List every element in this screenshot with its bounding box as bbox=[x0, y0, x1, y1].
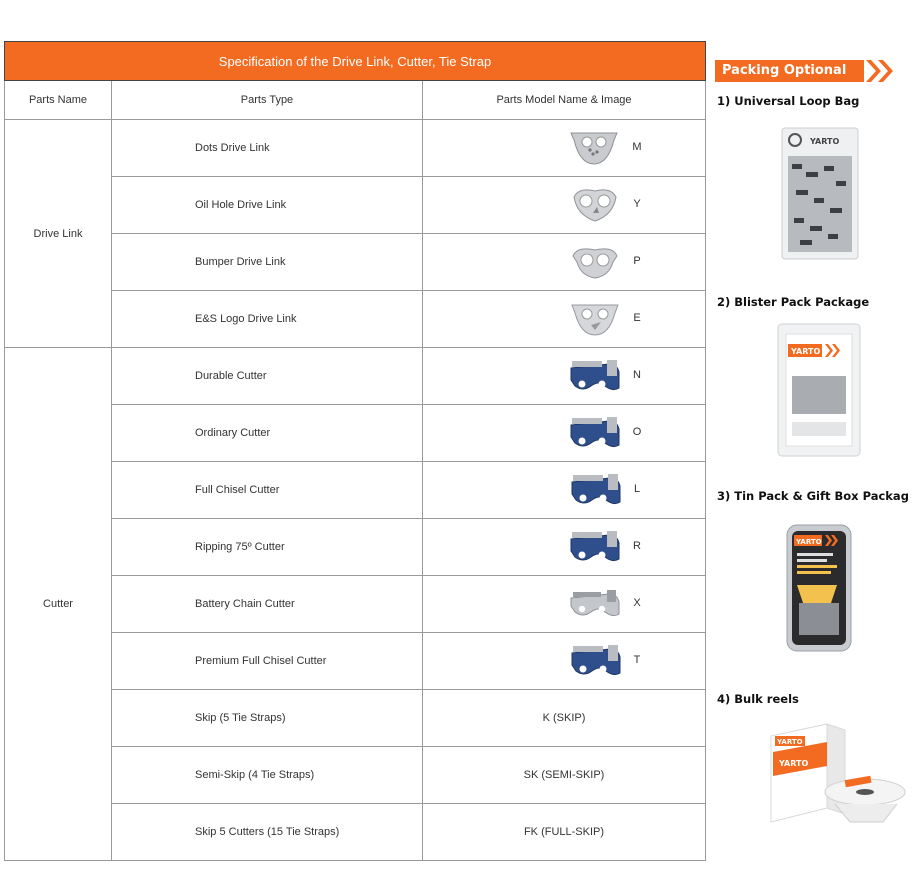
header-model: Parts Model Name & Image bbox=[423, 81, 706, 120]
model-code: FK (FULL-SKIP) bbox=[523, 826, 605, 838]
cutter-blue-image bbox=[570, 470, 622, 508]
pack-option-1-label: 1) Universal Loop Bag bbox=[717, 94, 860, 108]
parts-type-cell: Semi-Skip (4 Tie Straps) bbox=[112, 747, 423, 804]
parts-type-cell: E&S Logo Drive Link bbox=[112, 291, 423, 348]
model-code: X bbox=[633, 596, 641, 609]
model-code: N bbox=[633, 368, 641, 381]
packing-banner bbox=[715, 60, 900, 82]
drive-link-oil-hole-image bbox=[569, 185, 621, 223]
pack-option-4-label: 4) Bulk reels bbox=[717, 692, 799, 706]
pack-option-3-label: 3) Tin Pack & Gift Box Packag bbox=[717, 489, 909, 503]
model-cell bbox=[423, 462, 706, 519]
brand-mark: YARTO bbox=[777, 738, 803, 746]
model-cell bbox=[423, 120, 706, 177]
model-code: Y bbox=[633, 197, 641, 210]
table-row bbox=[5, 120, 706, 177]
model-code: M bbox=[632, 140, 642, 153]
parts-name-cell: Drive Link bbox=[5, 120, 112, 348]
parts-type-cell: Ripping 75º Cutter bbox=[112, 519, 423, 576]
loop-bag-image bbox=[780, 126, 860, 261]
parts-type-cell: Dots Drive Link bbox=[112, 120, 423, 177]
model-cell bbox=[423, 348, 706, 405]
cutter-blue-image bbox=[569, 413, 621, 451]
cutter-blue-image bbox=[569, 527, 621, 565]
header-parts-type: Parts Type bbox=[112, 81, 423, 120]
model-cell bbox=[423, 576, 706, 633]
header-parts-name: Parts Name bbox=[5, 81, 112, 120]
spec-table bbox=[4, 41, 706, 861]
model-cell bbox=[423, 747, 706, 804]
cutter-silver-image bbox=[569, 584, 621, 622]
brand-mark: YARTO bbox=[791, 347, 821, 356]
table-title: Specification of the Drive Link, Cutter, Tie Strap bbox=[5, 42, 706, 81]
model-cell bbox=[423, 519, 706, 576]
bulk-reel-image bbox=[765, 722, 910, 830]
model-code: T bbox=[633, 653, 641, 666]
parts-name-cell: Cutter bbox=[5, 348, 112, 861]
drive-link-dots-image bbox=[568, 128, 620, 166]
brand-mark: YARTO bbox=[796, 538, 822, 546]
parts-type-cell: Skip 5 Cutters (15 Tie Straps) bbox=[112, 804, 423, 861]
model-code: R bbox=[633, 539, 641, 552]
brand-mark: YARTO bbox=[779, 759, 809, 768]
model-code: L bbox=[633, 482, 641, 495]
parts-type-cell: Ordinary Cutter bbox=[112, 405, 423, 462]
cutter-blue-image bbox=[569, 356, 621, 394]
brand-mark: YARTO bbox=[810, 137, 840, 146]
packing-title: Packing Optional bbox=[715, 60, 864, 82]
parts-type-cell: Oil Hole Drive Link bbox=[112, 177, 423, 234]
model-code: O bbox=[632, 425, 642, 438]
parts-type-cell: Bumper Drive Link bbox=[112, 234, 423, 291]
parts-type-cell: Premium Full Chisel Cutter bbox=[112, 633, 423, 690]
parts-type-cell: Durable Cutter bbox=[112, 348, 423, 405]
model-cell bbox=[423, 291, 706, 348]
model-code: SK (SEMI-SKIP) bbox=[523, 769, 605, 781]
double-chevron-icon bbox=[864, 60, 900, 82]
parts-type-cell: Battery Chain Cutter bbox=[112, 576, 423, 633]
model-cell bbox=[423, 633, 706, 690]
drive-link-bumper-image bbox=[569, 242, 621, 280]
table-row bbox=[5, 348, 706, 405]
pack-option-2-label: 2) Blister Pack Package bbox=[717, 295, 870, 309]
model-code: P bbox=[633, 254, 641, 267]
blister-pack-image bbox=[776, 322, 862, 458]
model-cell bbox=[423, 690, 706, 747]
cutter-blue-image bbox=[570, 641, 622, 679]
model-cell bbox=[423, 405, 706, 462]
model-code: E bbox=[633, 311, 641, 324]
parts-type-cell: Full Chisel Cutter bbox=[112, 462, 423, 519]
tin-pack-image bbox=[785, 523, 853, 653]
model-cell bbox=[423, 234, 706, 291]
model-cell bbox=[423, 177, 706, 234]
drive-link-logo-image bbox=[569, 299, 621, 337]
model-code: K (SKIP) bbox=[542, 712, 586, 724]
model-cell bbox=[423, 804, 706, 861]
parts-type-cell: Skip (5 Tie Straps) bbox=[112, 690, 423, 747]
